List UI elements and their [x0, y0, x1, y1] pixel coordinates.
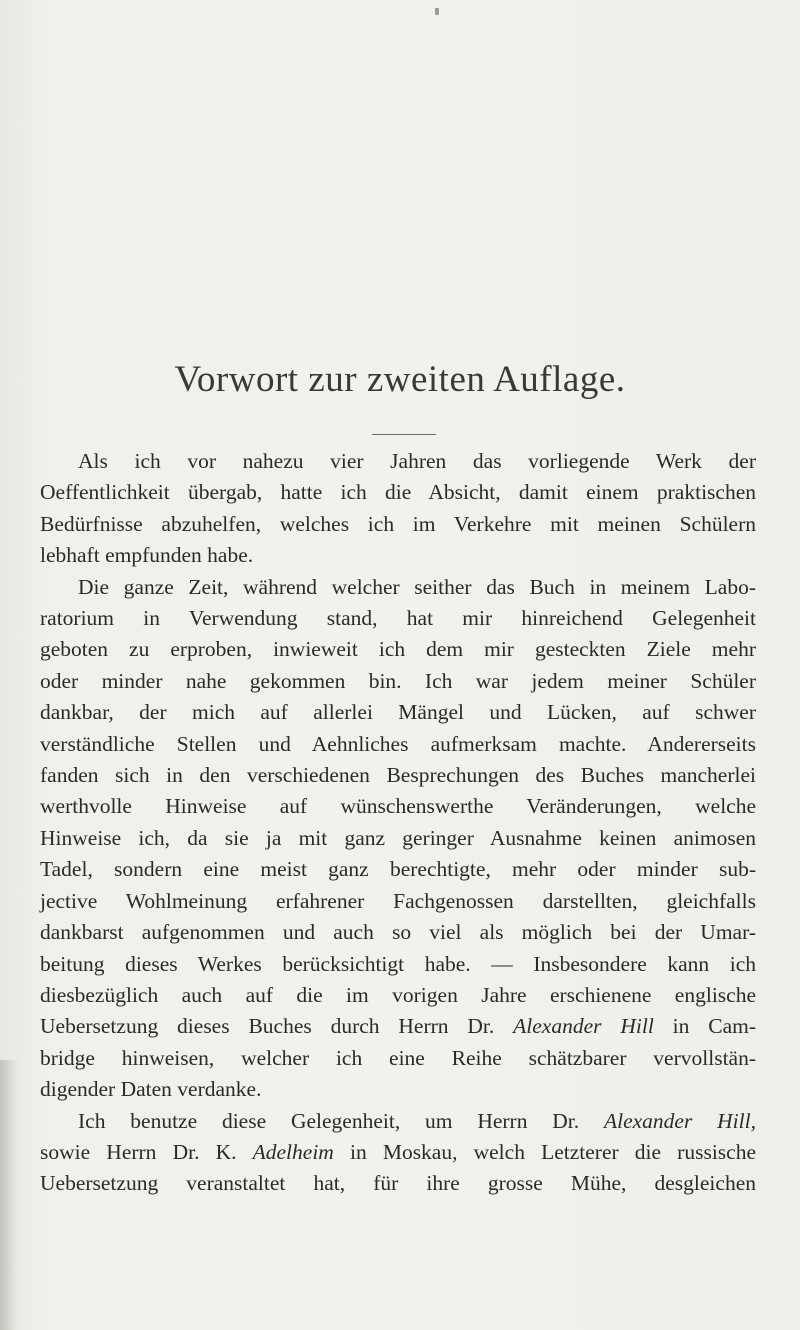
text-line: Hinweise ich, da sie ja mit ganz geringer Ausnahme keinen animosen: [40, 825, 756, 850]
text-line: fanden sich in den verschiedenen Besprechungen des Buches mancherlei: [40, 763, 756, 788]
text-line: beitung dieses Werkes berücksichtigt habe. — Insbesondere kann ich: [40, 951, 756, 976]
person-name: Alexander Hill,: [603, 1108, 756, 1133]
text-line: [40, 1011, 756, 1042]
text-line: Tadel, sondern eine meist ganz berechtigte, mehr oder minder sub-: [40, 857, 756, 882]
text-line: bridge hinweisen, welcher ich eine Reihe schätzbarer vervollstän-: [40, 1045, 756, 1070]
text-line: Oeffentlichkeit übergab, hatte ich die Absicht, damit einem praktischen: [40, 480, 756, 505]
page-edge-shadow: [0, 1060, 18, 1330]
text-segment: in Cam-: [672, 1014, 756, 1039]
text-line: oder minder nahe gekommen bin. Ich war jedem meiner Schüler: [40, 668, 756, 693]
text-line: Bedürfnisse abzuhelfen, welches ich im Verkehre mit meinen Schülern: [40, 511, 756, 536]
text-line: [40, 1106, 756, 1137]
text-segment: sowie Herrn Dr. K.: [40, 1139, 237, 1164]
text-line: jective Wohlmeinung erfahrener Fachgenossen darstellten, gleichfalls: [40, 888, 756, 913]
text-line: [40, 1137, 756, 1168]
text-line: dankbar, der mich auf allerlei Mängel und Lücken, auf schwer: [40, 700, 756, 725]
text-line: Die ganze Zeit, während welcher seither das Buch in meinem Labo-: [78, 574, 756, 599]
person-name: Adelheim: [252, 1139, 334, 1164]
text-line: verständliche Stellen und Aehnliches aufmerksam machte. Andererseits: [40, 731, 756, 756]
text-line: Als ich vor nahezu vier Jahren das vorliegende Werk der: [78, 449, 756, 473]
text-line: diesbezüglich auch auf die im vorigen Jahre erschienene englische: [40, 982, 756, 1007]
text-segment: in Moskau, welch Letzterer die russische: [349, 1139, 757, 1164]
print-mark: [435, 8, 439, 15]
text-segment: Ich benutze diese Gelegenheit, um Herrn Dr.: [78, 1108, 580, 1133]
title-divider: [372, 434, 436, 435]
text-line: dankbarst aufgenommen und auch so viel als möglich bei der Umar-: [40, 920, 756, 945]
page-title: Vorwort zur zweiten Auflage.: [174, 359, 626, 400]
body-text: [40, 446, 756, 1200]
text-line: geboten zu erproben, inwieweit ich dem mir gesteckten Ziele mehr: [40, 637, 756, 662]
person-name: Alexander Hill: [513, 1014, 654, 1039]
text-line: werthvolle Hinweise auf wünschenswerthe Veränderungen, welche: [40, 794, 756, 819]
text-line: ratorium in Verwendung stand, hat mir hinreichend Gelegenheit: [40, 606, 756, 631]
text-segment: Uebersetzung dieses Buches durch Herrn Dr.: [40, 1014, 495, 1039]
text-line: Uebersetzung veranstaltet hat, für ihre grosse Mühe, desgleichen: [40, 1171, 756, 1196]
text-line: digender Daten verdanke.: [40, 1077, 262, 1102]
text-line: lebhaft empfunden habe.: [40, 543, 254, 568]
